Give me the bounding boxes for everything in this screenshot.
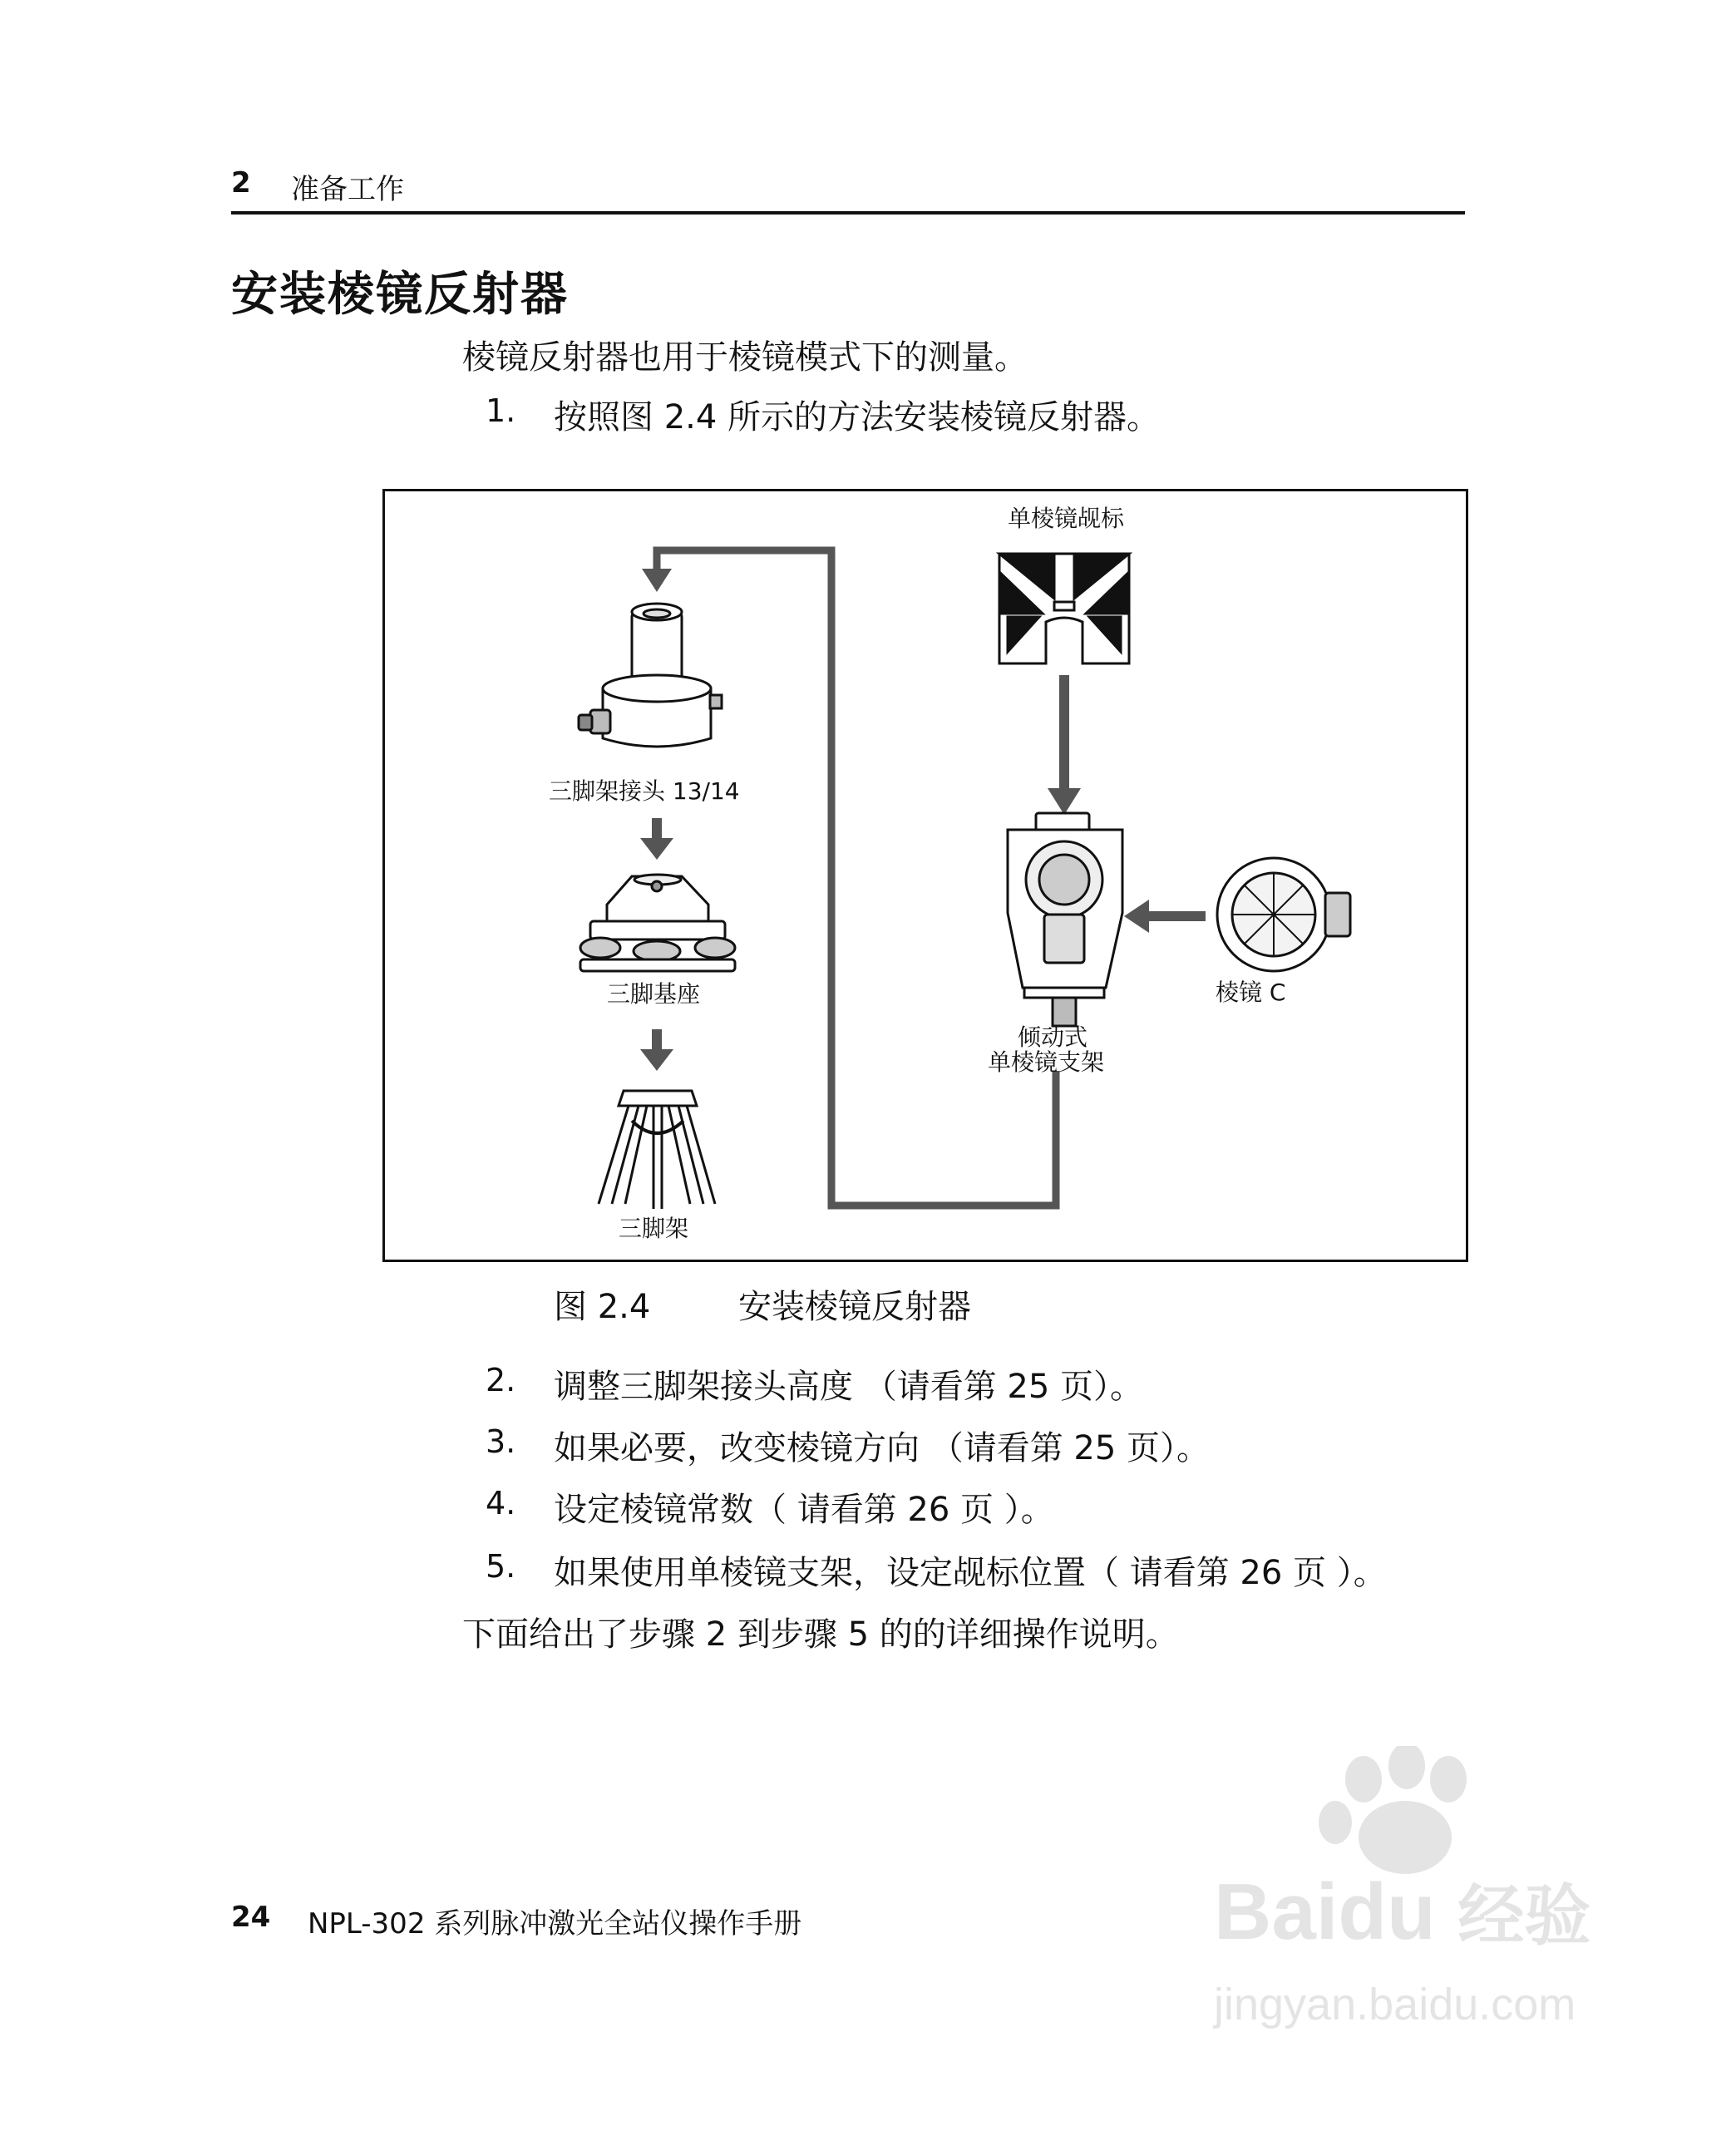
arrow-down-2 [640,1049,673,1071]
step-3-text: 如果必要，改变棱镜方向 （请看第 25 页）。 [554,1429,1211,1467]
label-single-prism-target: 单棱镜觇标 [1008,505,1125,532]
tribrach-adapter-drawing [579,604,722,747]
prism-c-drawing [1217,858,1350,971]
page-number: 24 [231,1901,271,1934]
step-1-text: 按照图 2.4 所示的方法安装棱镜反射器。 [554,398,1161,436]
chapter-title: 准备工作 [291,173,404,206]
label-prism-c: 棱镜 C [1216,979,1286,1006]
label-tilt-holder-line1: 倾动式 [1018,1023,1088,1051]
label-tribrach: 三脚基座 [607,980,701,1008]
arrow-down-1 [640,838,673,860]
step-1-number: 1. [486,392,516,429]
intro-paragraph: 棱镜反射器也用于棱镜模式下的测量。 [462,338,1028,377]
closing-paragraph: 下面给出了步骤 2 到步骤 5 的的详细操作说明。 [462,1615,1179,1654]
arrow-down-3 [1048,788,1081,815]
connector-arrow-head [642,569,672,592]
figure-caption-number: 图 2.4 [554,1288,651,1326]
section-title: 安装棱镜反射器 [231,268,569,322]
label-tilt-holder-line2: 单棱镜支架 [988,1048,1105,1076]
step-2-text: 调整三脚架接头高度 （请看第 25 页）。 [554,1368,1144,1406]
step-5-number: 5. [486,1548,516,1585]
arrow-shaft-3 [1059,675,1069,791]
step-5-text: 如果使用单棱镜支架，设定觇标位置（ 请看第 26 页 ）。 [554,1554,1387,1592]
watermark-brand-a: Bai [1214,1867,1339,1956]
connector-line [657,550,1056,1206]
figure-illustration [382,489,1468,1262]
arrow-shaft-1 [652,818,662,840]
watermark-brand-c: 经验 [1457,1879,1591,1953]
arrow-shaft-2 [652,1029,662,1051]
label-tribrach-adapter: 三脚架接头 13/14 [549,777,740,805]
chapter-number: 2 [231,166,251,200]
watermark-url: jingyan.baidu.com [1214,1980,1576,2029]
figure-caption-text: 安装棱镜反射器 [738,1288,971,1326]
watermark-brand-b: du [1338,1867,1436,1956]
step-3-number: 3. [486,1423,516,1460]
step-2-number: 2. [486,1362,516,1398]
header-rule [231,211,1465,215]
baidu-watermark [1181,1746,1679,2145]
tilt-holder-drawing [1008,813,1122,1026]
arrow-left-4 [1124,900,1149,933]
tribrach-drawing [580,875,735,971]
manual-title: NPL-302 系列脉冲激光全站仪操作手册 [308,1907,802,1940]
label-tripod: 三脚架 [619,1215,689,1242]
step-4-text: 设定棱镜常数（ 请看第 26 页 ）。 [554,1491,1054,1529]
tripod-drawing [599,1091,715,1209]
prism-target-drawing [999,554,1129,663]
step-4-number: 4. [486,1485,516,1521]
arrow-shaft-4 [1147,911,1206,921]
